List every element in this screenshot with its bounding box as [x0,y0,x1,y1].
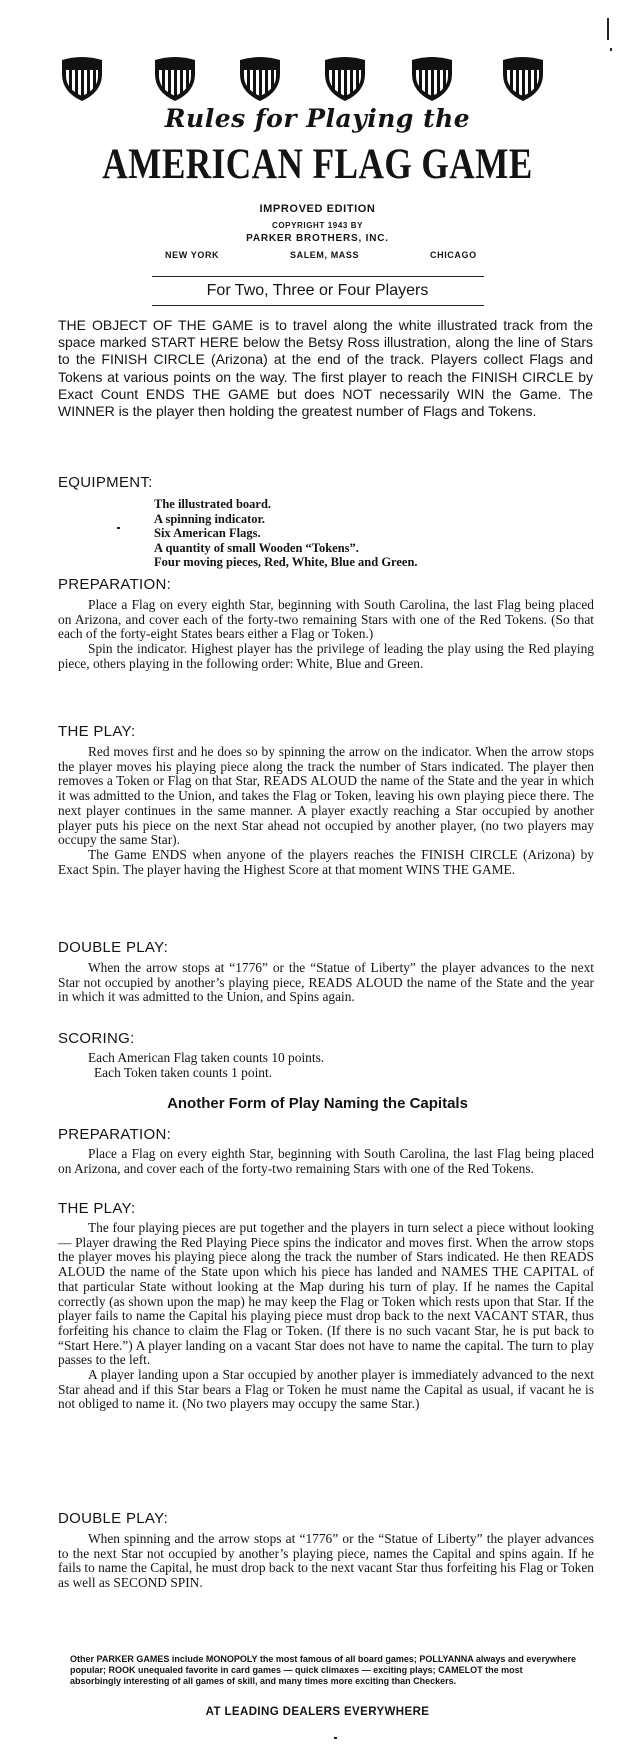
double-play-heading: DOUBLE PLAY: [58,939,169,956]
list-item: Each Token taken counts 1 point. [94,1064,273,1080]
capitals-preparation-section [58,1147,594,1176]
publisher-label: PARKER BROTHERS, INC. [246,233,389,244]
scoring-heading: SCORING: [58,1030,135,1047]
preparation-heading: PREPARATION: [58,576,172,593]
list-item: A quantity of small Wooden “Tokens”. [154,540,359,555]
scan-mark [610,48,612,51]
paragraph: The four playing pieces are put together and the players in turn select a piece without looking — Player drawing the Red Playing Piece spins the indicator and moves first. When the arrow stops the player moves his playing piece along the track the number of Stars indicated. He then READS ALOUD the name of the State upon which his piece has landed and NAMES THE CAPITAL of that particular State without looking at the Map during his turn of play. If he names the Capital correctly (as shown upon the map) he may keep the Flag or Token which rests upon that Star. If the player fails to name the Capital his playing piece must drop back to the next VACANT STAR, thus forfeiting his chance to claim the Flag or Token. (If there is no such vacant Star, he is put back to “Start Here.”) A player landing on a vacant Star does not have to name the capital. The turn to play passes to the left. [58,1220,594,1368]
the-play-heading: THE PLAY: [58,723,136,740]
shield-icon [410,56,454,102]
script-title: Rules for Playing the [164,104,471,133]
copyright-label: COPYRIGHT 1943 BY [271,221,364,230]
paragraph: A player landing upon a Star occupied by another player is immediately advanced to the next Star ahead and if this Star bears a Flag or Token he must name the Capital as usual, if vacant he is not obliged to name it. (No two players may occupy the same Star.) [58,1367,594,1412]
shield-icon [153,56,197,102]
page-title: AMERICAN FLAG GAME [102,141,533,188]
scan-mark [607,18,609,40]
paragraph: When the arrow stops at “1776” or the “Statue of Liberty” the player advances to the next Star not occupied by another’s playing piece, READS ALOUD the name of the State and the year in which it was admitted to the Union, and Spins again. [58,960,594,1005]
list-item: A spinning indicator. [154,511,266,526]
paragraph: When spinning and the arrow stops at “1776” or the “Statue of Liberty” the player advances to the next Star not occupied by another’s playing piece, names the Capital and spins again. If he fails to name the Capital, he must drop back to the next vacant Star thus forfeiting his Flag or Token as well as SECOND SPIN. [58,1531,594,1591]
list-item: Six American Flags. [154,526,261,541]
city-chicago: CHICAGO [430,250,477,260]
dealers-line: AT LEADING DEALERS EVERYWHERE [205,1706,430,1718]
divider-top [152,276,484,277]
list-item: Four moving pieces, Red, White, Blue and Green. [154,555,418,570]
city-list [0,250,635,264]
capitals-heading: Another Form of Play Naming the Capitals [167,1095,468,1112]
double-play-section [58,961,594,1005]
capitals-play-section [58,1221,594,1412]
object-paragraph: THE OBJECT OF THE GAME is to travel along the white illustrated track from the space marked START HERE below the Betsy Ross illustration, along the line of Stars to the FINISH CIRCLE (Arizona) at the end of the track. Players collect Flags and Tokens at various points on the way. The first player to reach the FINISH CIRCLE by Exact Count ENDS THE GAME but does NOT necessarily WIN the Game. The WINNER is the player then holding the greatest number of Flags and Tokens. [58,317,593,420]
the-play-section [58,745,594,877]
shield-icon [501,56,545,102]
paragraph: The Game ENDS when anyone of the players reaches the FINISH CIRCLE (Arizona) by Exact Spin. The player having the Highest Score at that moment WINS THE GAME. [58,846,594,877]
paragraph: Place a Flag on every eighth Star, beginning with South Carolina, the last Flag being placed on Arizona, and cover each of the forty-two remaining Stars with one of the Red Tokens. [58,1146,594,1176]
preparation-section [58,598,594,672]
paragraph: Spin the indicator. Highest player has the privilege of leading the play using the Red playing piece, others playing in the following order: White, Blue and Green. [58,641,594,671]
capitals-double-play-section [58,1532,594,1591]
players-subtitle: For Two, Three or Four Players [206,282,429,299]
list-item: The illustrated board. [154,497,272,511]
other-games-note: Other PARKER GAMES include MONOPOLY the most famous of all board games; POLLYANNA always and everywhere popular; ROOK unequaled favorite in card games — quick climaxes — exciting plays; CAMELOT the most absorbingly interesting of all games of skill, and many times more exciting than Checkers. [70,1654,576,1687]
paragraph: Red moves first and he does so by spinning the arrow on the indicator. When the arrow stops the player moves his playing piece along the track the number of Stars indicated. The player then removes a Token or Flag on that Star, READS ALOUD the name of the State and the year in which it was admitted to the Union, and takes the Flag or Token, leaving his own playing piece there. The next player continues in the same manner. A player exactly reaching a Star occupied by another player puts his piece on the next Star ahead not occupied by another player, (no two players may occupy the same Star). [58,744,594,848]
capitals-preparation-heading: PREPARATION: [58,1126,172,1143]
list-item: Each American Flag taken counts 10 points. [88,1050,325,1065]
capitals-play-heading: THE PLAY: [58,1200,136,1217]
edition-label: IMPROVED EDITION [259,203,376,215]
capitals-double-play-heading: DOUBLE PLAY: [58,1510,169,1527]
divider-bottom [152,305,484,306]
shield-icon [323,56,367,102]
print-speck [117,527,120,529]
shield-icon [60,56,104,102]
shield-row [60,56,560,102]
equipment-list [154,497,574,570]
city-new-york: NEW YORK [165,250,220,260]
paragraph: Place a Flag on every eighth Star, beginning with South Carolina, the last Flag being placed on Arizona, and cover each of the forty-two remaining Stars with one of the Red Tokens. (So that each of the forty-eight States bears either a Flag or Token.) [58,597,594,642]
city-salem: SALEM, MASS [290,250,360,260]
shield-icon [238,56,282,102]
scoring-list [88,1051,324,1080]
scan-mark [334,1737,337,1739]
equipment-heading: EQUIPMENT: [58,474,153,491]
